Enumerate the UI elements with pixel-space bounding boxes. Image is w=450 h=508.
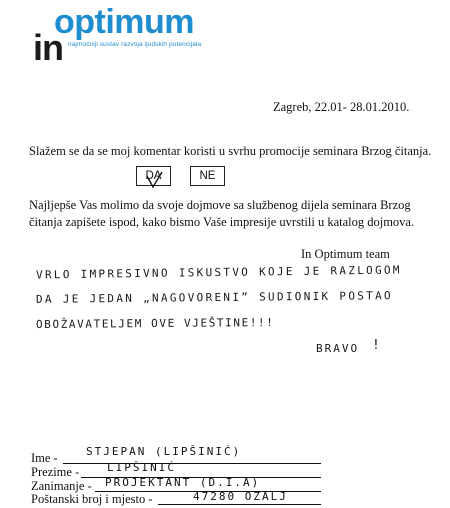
- option-no-label: NE: [199, 170, 216, 182]
- field-label-ime: Ime -: [31, 451, 58, 465]
- field-line-mjesto: [158, 504, 321, 505]
- comment-line-1: VRLO IMPRESIVNO ISKUSTVO KOJE JE RAZLOGOM: [35, 263, 402, 282]
- field-line-ime: [63, 463, 321, 464]
- comment-line-3: OBOŽAVATELJEM OVE VJEŠTINE!!!: [35, 315, 275, 332]
- consent-statement: Slažem se da se moj komentar koristi u svrhu promocije seminara Brzog čitanja.: [29, 144, 432, 158]
- logo-tagline: najmoćniji sustav razvoja ljudskih potencijala: [68, 41, 202, 48]
- field-label-prezime: Prezime -: [31, 465, 80, 479]
- comment-line-4: BRAVO: [316, 342, 360, 355]
- logo-wordmark: optimum: [54, 3, 195, 41]
- logo-prefix: in: [33, 27, 63, 68]
- place-date: Zagreb, 22.01- 28.01.2010.: [273, 100, 410, 114]
- field-value-prezime: LIPŠINIĆ: [107, 461, 176, 474]
- option-no-box[interactable]: [190, 166, 225, 186]
- team-signature: In Optimum team: [301, 247, 390, 261]
- field-label-zanimanje: Zanimanje -: [31, 479, 92, 493]
- comment-line-2: DA JE JEDAN „NAGOVORENI” SUDIONIK POSTAO: [35, 289, 393, 306]
- field-value-zanimanje: PROJEKTANT (D.I.A): [105, 476, 261, 489]
- field-label-mjesto: Poštanski broj i mjesto -: [31, 492, 153, 506]
- comment-exclamation: !: [372, 338, 383, 353]
- field-value-mjesto: 47280 OZALJ: [193, 490, 288, 503]
- checkmark-icon: [143, 170, 165, 190]
- field-value-ime: STJEPAN (LIPŠINIĆ): [86, 445, 242, 458]
- option-yes-label: DA: [145, 170, 162, 182]
- request-paragraph: Najljepše Vas molimo da svoje dojmove sa službenog dijela seminara Brzog čitanja zapišete ispod, kako bismo Vaše impresije uvrstili u katalog dojmova.: [29, 198, 415, 229]
